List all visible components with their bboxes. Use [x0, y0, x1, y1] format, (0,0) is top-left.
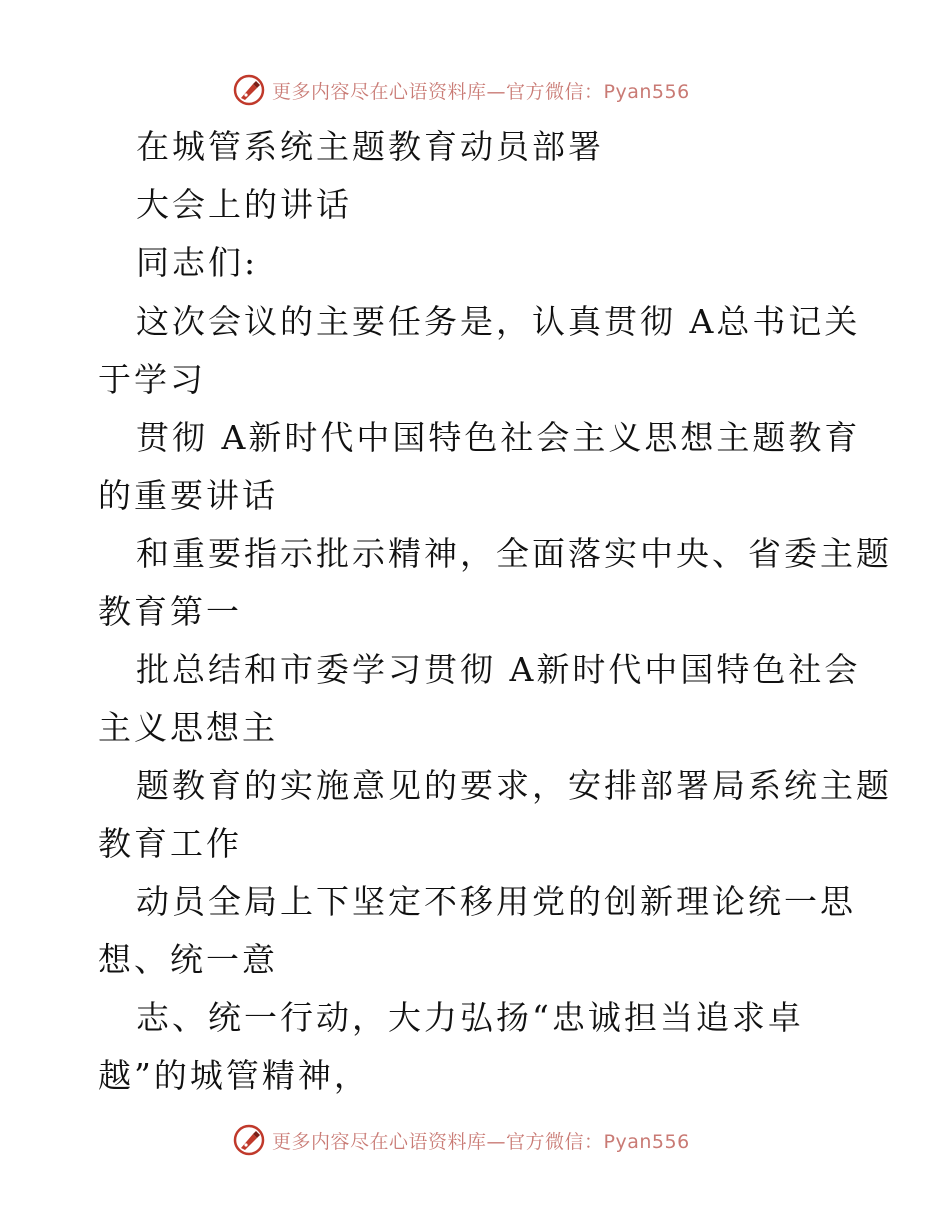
- body-line: 和重要指示批示精神，全面落实中央、省委主题: [136, 534, 892, 573]
- document-title-line-1: 在城管系统主题教育动员部署: [136, 127, 604, 166]
- pen-nib-logo-icon: [232, 1123, 266, 1157]
- body-line: 批总结和市委学习贯彻 A新时代中国特色社会: [136, 650, 861, 689]
- document-title-line-2: 大会上的讲话: [136, 185, 352, 224]
- body-line: 题教育的实施意见的要求，安排部署局系统主题: [136, 766, 892, 805]
- body-line: 想、统一意: [98, 940, 278, 979]
- pen-nib-logo-icon: [232, 73, 266, 107]
- watermark-banner-top: [232, 70, 690, 110]
- body-line: 动员全局上下坚定不移用党的创新理论统一思: [136, 882, 856, 921]
- body-line: 主义思想主: [98, 708, 278, 747]
- watermark-text: 更多内容尽在心语资料库—官方微信：Pyan556: [272, 80, 690, 103]
- body-line: 教育工作: [98, 824, 242, 863]
- body-line: 教育第一: [98, 592, 242, 631]
- body-line: 志、统一行动，大力弘扬“忠诚担当追求卓: [136, 998, 804, 1037]
- body-line: 越”的城管精神，: [98, 1056, 370, 1095]
- body-line: 贯彻 A新时代中国特色社会主义思想主题教育: [136, 418, 861, 457]
- body-line: 这次会议的主要任务是，认真贯彻 A总书记关: [136, 302, 861, 341]
- watermark-banner-bottom: [232, 1120, 690, 1160]
- salutation: 同志们:: [136, 243, 259, 282]
- body-line: 于学习: [98, 360, 206, 399]
- watermark-text: 更多内容尽在心语资料库—官方微信：Pyan556: [272, 1130, 690, 1153]
- body-line: 的重要讲话: [98, 476, 278, 515]
